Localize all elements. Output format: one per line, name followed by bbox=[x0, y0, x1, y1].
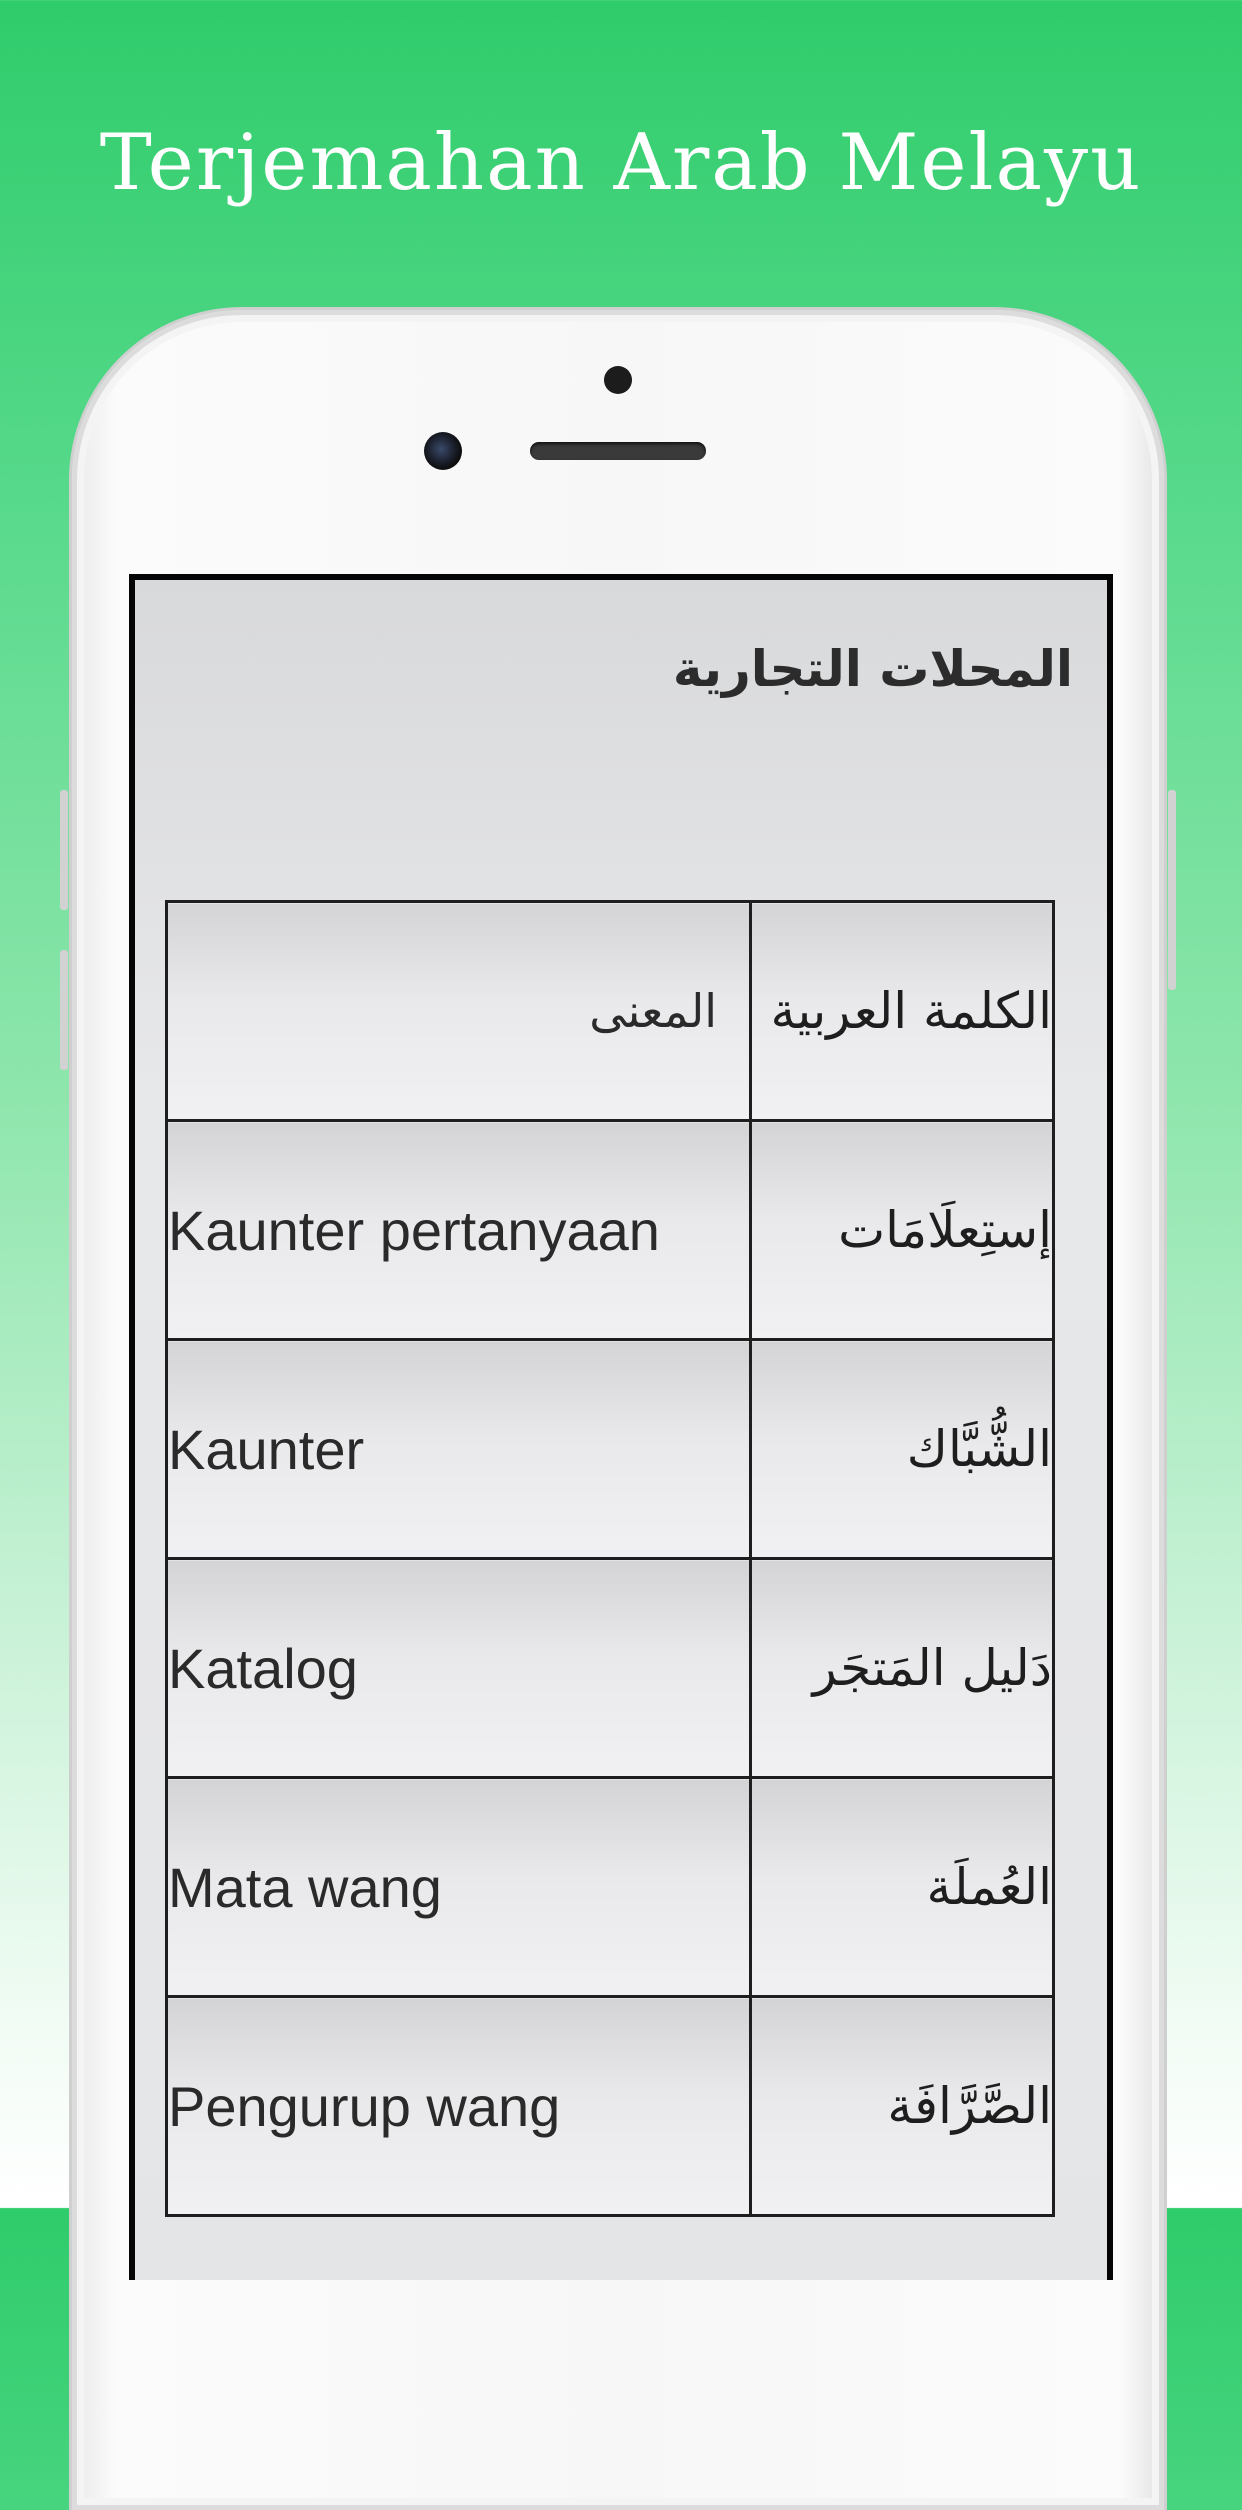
proximity-sensor bbox=[604, 366, 632, 394]
arabic-word-cell: الشُّبَّاك bbox=[751, 1340, 1054, 1559]
phone-mockup bbox=[72, 310, 1164, 2510]
table-row[interactable] bbox=[167, 1340, 1054, 1559]
table-row[interactable] bbox=[167, 1997, 1054, 2216]
arabic-word-cell: العُملَة bbox=[751, 1778, 1054, 1997]
front-camera-icon bbox=[424, 432, 462, 470]
meaning-cell: Pengurup wang bbox=[167, 1997, 751, 2216]
header-meaning: المعنى bbox=[167, 902, 751, 1121]
table-row[interactable] bbox=[167, 1559, 1054, 1778]
page-title: المحلات التجارية bbox=[672, 640, 1073, 698]
meaning-cell: Kaunter pertanyaan bbox=[167, 1121, 751, 1340]
meaning-cell: Mata wang bbox=[167, 1778, 751, 1997]
meaning-cell: Katalog bbox=[167, 1559, 751, 1778]
arabic-word-cell: إستِعلَامَات bbox=[751, 1121, 1054, 1340]
arabic-word-cell: دَليل المَتجَر bbox=[751, 1559, 1054, 1778]
arabic-word-cell: الصَّرَّافَة bbox=[751, 1997, 1054, 2216]
meaning-cell: Kaunter bbox=[167, 1340, 751, 1559]
header-arabic-word: الكلمة العربية bbox=[751, 902, 1054, 1121]
vocabulary-table bbox=[165, 900, 1055, 2217]
phone-screen bbox=[129, 574, 1113, 2280]
phone-side-button bbox=[60, 790, 68, 910]
table-header-row bbox=[167, 902, 1054, 1121]
earpiece-speaker bbox=[530, 442, 706, 460]
table-row[interactable] bbox=[167, 1778, 1054, 1997]
phone-side-button bbox=[1168, 790, 1176, 990]
promo-title: Terjemahan Arab Melayu bbox=[99, 118, 1143, 208]
table-row[interactable] bbox=[167, 1121, 1054, 1340]
phone-side-button bbox=[60, 950, 68, 1070]
